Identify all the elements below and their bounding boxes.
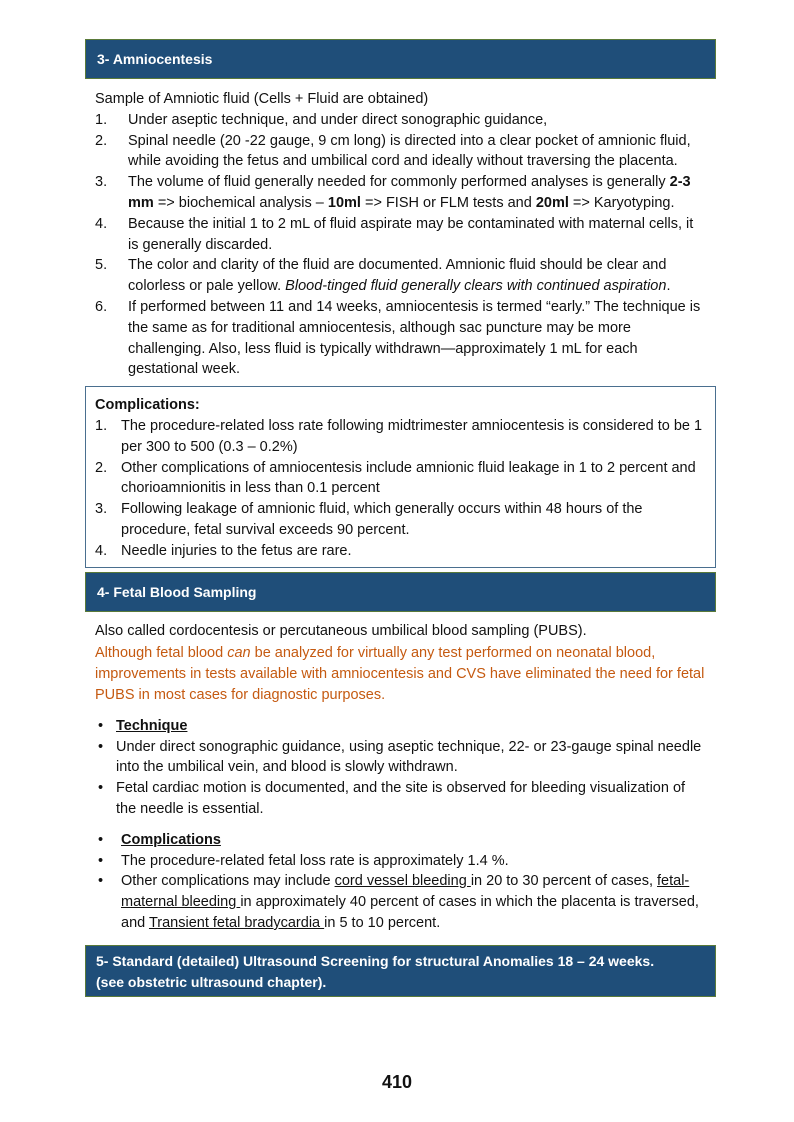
list-item: 6. If performed between 11 and 14 weeks, amniocentesis is termed “early.” The technique is the same as for traditional amniocentesis, although sac puncture may be more challenging. Also, less fluid is typically withdrawn—approximately 1 mL for each gestational week. [95, 298, 701, 378]
list-item: • Technique [95, 716, 706, 737]
note-text: Although fetal blood can be analyzed for virtually any test performed on neonatal blood, improvements in tests available with amniocentesis and CVS have eliminated the need for fetal PUBS in most cases for diagnostic purposes. [95, 645, 705, 703]
bullet-icon: • [98, 873, 104, 890]
list-item: 3. The volume of fluid generally needed for commonly performed analyses is generally 2-3 mm => biochemical analysis – 10ml => FISH or FLM tests and 20ml => Karyotyping. [95, 174, 691, 211]
list-item: • Complications [95, 830, 706, 851]
list-item: 1. Under aseptic technique, and under direct sonographic guidance, [95, 111, 548, 128]
bullet-icon: • [98, 852, 104, 869]
page-number: 410 [381, 1072, 413, 1092]
list-item: 5. The color and clarity of the fluid are documented. Amnionic fluid should be clear and colorless or pale yellow. Blood-tinged fluid generally clears with continued aspiration. [95, 257, 671, 295]
list-item: • Under direct sonographic guidance, using aseptic technique, 22- or 23-gauge spinal needle into the umbilical vein, and blood is slowly withdrawn. [98, 738, 702, 776]
list-item: 3. Following leakage of amnionic fluid, which generally occurs within 48 hours of the procedure, fetal survival exceeds 90 percent. [95, 501, 643, 538]
complications-box [85, 386, 716, 567]
list-item: • Fetal cardiac motion is documented, and the site is observed for bleeding visualization of the needle is essential. [98, 780, 686, 817]
amniocentesis-body [85, 79, 716, 380]
section-header-fetal-blood-sampling [85, 572, 716, 612]
section-title: 4- Fetal Blood Sampling [97, 583, 257, 600]
amniocentesis-list [95, 110, 706, 380]
section-header-amniocentesis [85, 39, 716, 79]
complications-list [95, 416, 706, 562]
list-item: 2. Other complications of amniocentesis include amnionic fluid leakage in 1 to 2 percent and chorioamnionitis in less than 0.1 percent [95, 459, 696, 497]
list-item: 2. Spinal needle (20 -22 gauge, 9 cm long) is directed into a clear pocket of amnionic fluid, while avoiding the fetus and umbilical cord and ideally without traversing the placenta. [95, 132, 691, 170]
bullet-icon: • [98, 780, 104, 797]
bullet-icon: • [98, 738, 104, 755]
complications-title: Complications: [95, 397, 200, 414]
bullet-icon: • [98, 717, 104, 734]
bullet-icon: • [98, 831, 104, 848]
list-item: 1. The procedure-related loss rate following midtrimester amniocentesis is considered to be 1 per 300 to 500 (0.3 – 0.2%) [95, 417, 703, 455]
technique-list [95, 716, 706, 820]
page-content [85, 39, 716, 997]
section-header-ultrasound-screening: 5- Standard (detailed) Ultrasound Screening for structural Anomalies 18 – 24 weeks. (see obstetric ultrasound chapter). [85, 945, 716, 997]
intro-text: Sample of Amniotic fluid (Cells + Fluid are obtained) [95, 91, 429, 107]
list-item: 4. Needle injuries to the fetus are rare. [95, 542, 352, 559]
list-item: 4. Because the initial 1 to 2 mL of fluid aspirate may be contaminated with maternal cells, it is generally discarded. [95, 215, 694, 253]
list-item: • Other complications may include cord vessel bleeding in 20 to 30 percent of cases, fetal-maternal bleeding in approximately 40 percent of cases in which the placenta is traversed, and Transient fetal bradycardia in 5 to 10 percent. [98, 873, 699, 931]
fetal-blood-sampling-body [85, 612, 716, 934]
list-item: • The procedure-related fetal loss rate is approximately 1.4 %. [95, 851, 706, 872]
fbs-complications-list [95, 830, 706, 934]
intro-text: Also called cordocentesis or percutaneous umbilical blood sampling (PUBS). [95, 622, 587, 639]
section-title: 3- Amniocentesis [97, 51, 213, 67]
